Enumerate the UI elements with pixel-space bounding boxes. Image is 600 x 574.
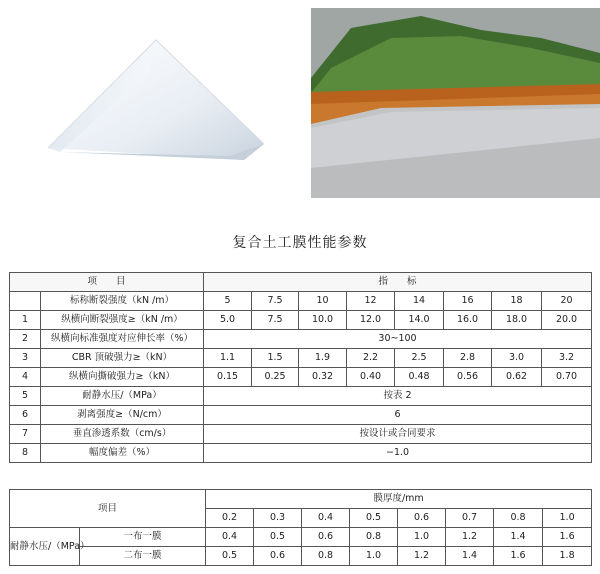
row-value: 7.5: [252, 311, 299, 330]
table-row: [10, 330, 592, 349]
table-row: [10, 406, 592, 425]
table1-header-row: [10, 273, 592, 292]
row-value: 1.2: [446, 528, 494, 547]
row-value: 0.6: [302, 528, 350, 547]
row-value: 0.6: [254, 547, 302, 566]
row-value: 1.6: [494, 547, 543, 566]
row-label: 幅度偏差（%）: [41, 444, 204, 463]
row-label: 二布一膜: [80, 547, 206, 566]
geotextile-sheet-image: [0, 0, 296, 198]
table-row: [10, 547, 592, 566]
row-label: 一布一膜: [80, 528, 206, 547]
thickness-value: 0.6: [398, 509, 446, 528]
row-label: 耐静水压/（MPa）: [41, 387, 204, 406]
table-row: [10, 444, 592, 463]
row-value: 5: [204, 292, 252, 311]
row-value: 0.8: [350, 528, 398, 547]
row-value: 18.0: [492, 311, 542, 330]
row-value: 0.25: [252, 368, 299, 387]
row-value: 12.0: [347, 311, 395, 330]
row-value: 7.5: [252, 292, 299, 311]
thickness-value: 0.3: [254, 509, 302, 528]
thickness-value: 0.2: [206, 509, 254, 528]
row-value: 0.48: [395, 368, 444, 387]
row-value: 18: [492, 292, 542, 311]
table2-header-row: [10, 490, 592, 509]
header-item: 项目: [10, 490, 206, 528]
row-number: [10, 292, 41, 311]
table-row: [10, 292, 592, 311]
table1-body: [10, 292, 592, 463]
row-label: 纵横向撕破强力≥（kN）: [41, 368, 204, 387]
row-value: 10.0: [299, 311, 347, 330]
row-value: 0.5: [254, 528, 302, 547]
row-value: 0.5: [206, 547, 254, 566]
row-label: 剥离强度≥（N/cm）: [41, 406, 204, 425]
thickness-value: 0.7: [446, 509, 494, 528]
row-value: 0.32: [299, 368, 347, 387]
table-row: [10, 528, 592, 547]
row-value: 0.70: [542, 368, 592, 387]
row-value: 0.40: [347, 368, 395, 387]
row-number: 3: [10, 349, 41, 368]
row-value: 30~100: [204, 330, 592, 349]
table2-body: [10, 490, 592, 566]
row-number: 4: [10, 368, 41, 387]
row-value: 1.0: [350, 547, 398, 566]
table-row: [10, 387, 592, 406]
table-row: [10, 349, 592, 368]
row-value: 16: [444, 292, 492, 311]
performance-table: [9, 272, 592, 463]
row-value: 1.4: [446, 547, 494, 566]
row-value: 3.2: [542, 349, 592, 368]
row-value: 0.62: [492, 368, 542, 387]
row-value: 1.5: [252, 349, 299, 368]
row-value: 20: [542, 292, 592, 311]
row-number: 5: [10, 387, 41, 406]
row-label: 纵横向断裂强度≥（kN /m）: [41, 311, 204, 330]
group-label: 耐静水压/（MPa）: [10, 528, 80, 566]
row-value: 2.5: [395, 349, 444, 368]
row-label: 纵横向标准强度对应伸长率（%）: [41, 330, 204, 349]
row-value: 16.0: [444, 311, 492, 330]
row-value: 6: [204, 406, 592, 425]
row-value: 0.8: [302, 547, 350, 566]
row-value: 14: [395, 292, 444, 311]
row-value: −1.0: [204, 444, 592, 463]
row-value: 按表 2: [204, 387, 592, 406]
table-row: [10, 368, 592, 387]
row-number: 1: [10, 311, 41, 330]
row-value: 1.4: [494, 528, 543, 547]
header-spec: 指 标: [204, 273, 592, 292]
row-number: 7: [10, 425, 41, 444]
header-thickness: 膜厚度/mm: [206, 490, 592, 509]
thickness-value: 0.4: [302, 509, 350, 528]
reservoir-landscape-image: [311, 8, 600, 198]
row-value: 1.9: [299, 349, 347, 368]
row-value: 20.0: [542, 311, 592, 330]
row-value: 1.0: [398, 528, 446, 547]
row-value: 1.8: [543, 547, 592, 566]
row-value: 3.0: [492, 349, 542, 368]
row-value: 按设计或合同要求: [204, 425, 592, 444]
row-label: 标称断裂强度（kN /m）: [41, 292, 204, 311]
table-row: [10, 311, 592, 330]
thickness-value: 0.5: [350, 509, 398, 528]
header-item: 项 目: [10, 273, 204, 292]
row-number: 2: [10, 330, 41, 349]
row-value: 5.0: [204, 311, 252, 330]
row-value: 0.56: [444, 368, 492, 387]
row-value: 10: [299, 292, 347, 311]
row-label: CBR 顶破强力≥（kN）: [41, 349, 204, 368]
thickness-value: 1.0: [543, 509, 592, 528]
row-value: 1.6: [543, 528, 592, 547]
row-value: 14.0: [395, 311, 444, 330]
row-label: 垂直渗透系数（cm/s）: [41, 425, 204, 444]
row-value: 2.2: [347, 349, 395, 368]
row-value: 1.1: [204, 349, 252, 368]
row-value: 12: [347, 292, 395, 311]
row-value: 1.2: [398, 547, 446, 566]
row-number: 6: [10, 406, 41, 425]
table-row: [10, 425, 592, 444]
row-value: 0.15: [204, 368, 252, 387]
row-value: 2.8: [444, 349, 492, 368]
thickness-table: [9, 489, 592, 566]
thickness-value: 0.8: [494, 509, 543, 528]
row-number: 8: [10, 444, 41, 463]
row-value: 0.4: [206, 528, 254, 547]
page-title: 复合土工膜性能参数: [232, 235, 368, 251]
